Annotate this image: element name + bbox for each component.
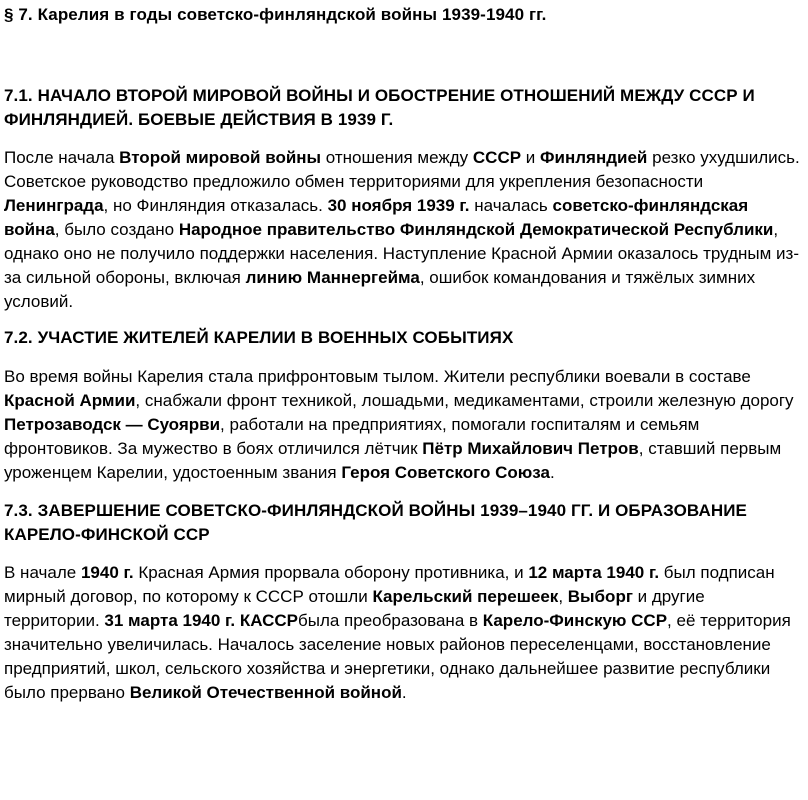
text-run: , работали на предприятиях, помогали госпиталям и семьям фронтовиков. За мужество в боях отличился лётчик — [4, 415, 700, 458]
bold-term: Карело-Финскую ССР — [482, 611, 668, 630]
section-paragraph-7-2 — [4, 365, 802, 485]
page-title: § 7. Карелия в годы советско-финляндской войны 1939-1940 гг. — [4, 5, 547, 24]
section-heading-7-3: 7.3. ЗАВЕРШЕНИЕ СОВЕТСКО-ФИНЛЯНДСКОЙ ВОЙНЫ 1939–1940 ГГ. И ОБРАЗОВАНИЕ КАРЕЛО-ФИНСКОЙ ССР — [4, 501, 747, 544]
text-run: резко ухудшились. Советское руководство предложило обмен территориями для укрепления безопасности — [4, 148, 800, 191]
bold-term: СССР — [472, 148, 522, 167]
bold-term: 31 марта 1940 г. КАССР — [104, 611, 298, 630]
bold-term: 30 ноября 1939 г. — [327, 196, 470, 215]
text-run: , было создано — [54, 220, 179, 239]
bold-term: Народное правительство Финляндской Демократической Республики — [178, 220, 774, 239]
bold-term: Пётр Михайлович Петров — [422, 439, 639, 458]
bold-term: Финляндией — [540, 148, 648, 167]
bold-term: Второй мировой войны — [119, 148, 322, 167]
bold-term: Великой Отечественной войной — [129, 683, 402, 702]
text-run: . — [549, 463, 555, 482]
bold-term: 1940 г. — [80, 563, 134, 582]
text-run: , ошибок командования и тяжёлых зимних условий. — [4, 268, 756, 311]
section-heading-7-2: 7.2. УЧАСТИЕ ЖИТЕЛЕЙ КАРЕЛИИ В ВОЕННЫХ СОБЫТИЯХ — [4, 328, 514, 347]
bold-term: линию Маннергейма — [245, 268, 420, 287]
text-run: , снабжали фронт техникой, лошадьми, медикаментами, строили железную дорогу — [135, 391, 794, 410]
text-run: В начале — [4, 563, 81, 582]
bold-term: Героя Советского Союза — [341, 463, 550, 482]
bold-term: Карельский перешеек — [372, 587, 559, 606]
bold-term: Красной Армии — [4, 391, 136, 410]
section-paragraph-7-1 — [4, 146, 802, 314]
text-run: отношения между — [321, 148, 473, 167]
bold-term: Выборг — [567, 587, 633, 606]
text-run: , но Финляндия отказалась. — [103, 196, 328, 215]
text-run: и другие территории. — [4, 587, 705, 630]
text-run: , однако оно не получило поддержки населения. Наступление Красной Армии оказалось трудным из-за сильной обороны, включая — [4, 220, 800, 287]
text-run: . — [401, 683, 407, 702]
bold-term: 12 марта 1940 г. — [528, 563, 660, 582]
text-run: , ставший первым уроженцем Карелии, удостоенным звания — [4, 439, 782, 482]
section-heading-7-1: 7.1. НАЧАЛО ВТОРОЙ МИРОВОЙ ВОЙНЫ И ОБОСТРЕНИЕ ОТНОШЕНИЙ МЕЖДУ СССР И ФИНЛЯНДИЕЙ. БОЕВЫЕ ДЕЙСТВИЯ В 1939 Г. — [4, 86, 755, 129]
text-run: была преобразована в — [298, 611, 483, 630]
text-run: был подписан мирный договор, по которому к СССР отошли — [4, 563, 775, 606]
bold-term: советско-финляндская война — [4, 196, 749, 239]
bold-term: Ленинграда — [4, 196, 104, 215]
text-run: , — [558, 587, 568, 606]
text-run: , её территория значительно увеличилась. Началось заселение новых районов переселенцами, восстановление предприятий, школ, сельского хозяйства и энергетики, однако дальнейшее развитие республики было прервано — [4, 611, 791, 702]
text-run: началась — [469, 196, 553, 215]
text-run: и — [521, 148, 541, 167]
text-run: Красная Армия прорвала оборону противника, и — [133, 563, 529, 582]
text-run: После начала — [4, 148, 120, 167]
bold-term: Петрозаводск — Суоярви — [4, 415, 221, 434]
section-paragraph-7-3 — [4, 561, 802, 705]
text-run: Во время войны Карелия стала прифронтовым тылом. Жители республики воевали в составе — [4, 367, 751, 386]
